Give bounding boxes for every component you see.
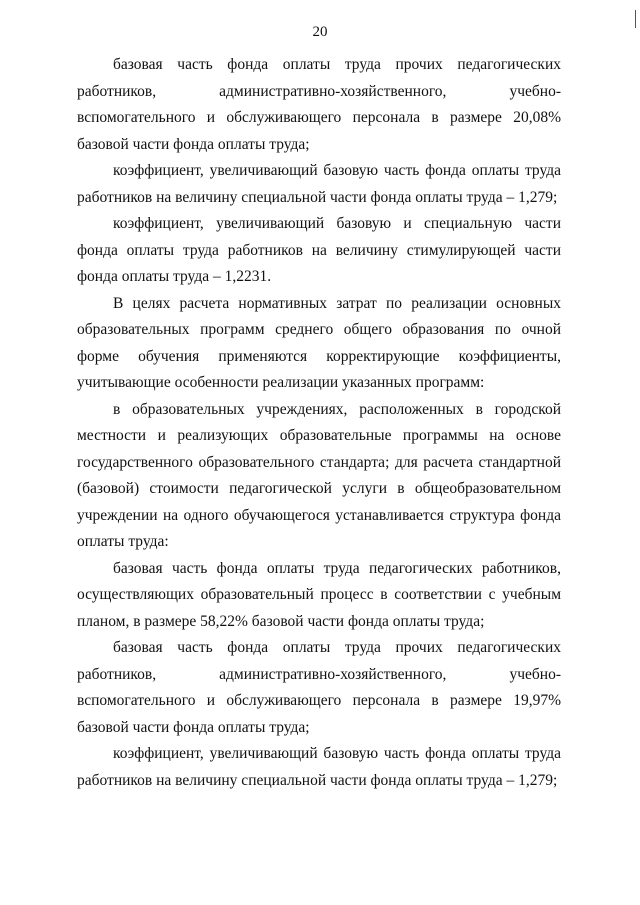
paragraph: базовая часть фонда оплаты труда прочих педагогических работников, административно-хозяйственного, учебно-вспомогательного и обслуживающего персонала в размере 19,97% базовой части фонда оплаты труда; <box>77 639 561 736</box>
page-number: 20 <box>312 24 328 40</box>
paragraph: В целях расчета нормативных затрат по реализации основных образовательных программ среднего общего образования по очной форме обучения применяются корректирующие коэффициенты, учитывающие особенности реализации указанных программ: <box>77 294 561 391</box>
paragraph: базовая часть фонда оплаты труда педагогических работников, осуществляющих образовательный процесс в соответствии с учебным планом, в размере 58,22% базовой части фонда оплаты труда; <box>77 559 561 630</box>
document-body <box>77 52 561 794</box>
paragraph: коэффициент, увеличивающий базовую часть фонда оплаты труда работников на величину специальной части фонда оплаты труда – 1,279; <box>77 162 561 206</box>
paragraph: базовая часть фонда оплаты труда прочих педагогических работников, административно-хозяйственного, учебно-вспомогательного и обслуживающего персонала в размере 20,08% базовой части фонда оплаты труда; <box>77 56 561 153</box>
paragraph: в образовательных учреждениях, расположенных в городской местности и реализующих образовательные программы на основе государственного образовательного стандарта; для расчета стандартной (базовой) стоимости педагогической услуги в общеобразовательном учреждении на одного обучающегося устанавливается структура фонда оплаты труда: <box>77 400 561 550</box>
paragraph: коэффициент, увеличивающий базовую и специальную части фонда оплаты труда работников на величину стимулирующей части фонда оплаты труда – 1,2231. <box>77 215 561 285</box>
paragraph: коэффициент, увеличивающий базовую часть фонда оплаты труда работников на величину специальной части фонда оплаты труда – 1,279; <box>77 745 561 789</box>
